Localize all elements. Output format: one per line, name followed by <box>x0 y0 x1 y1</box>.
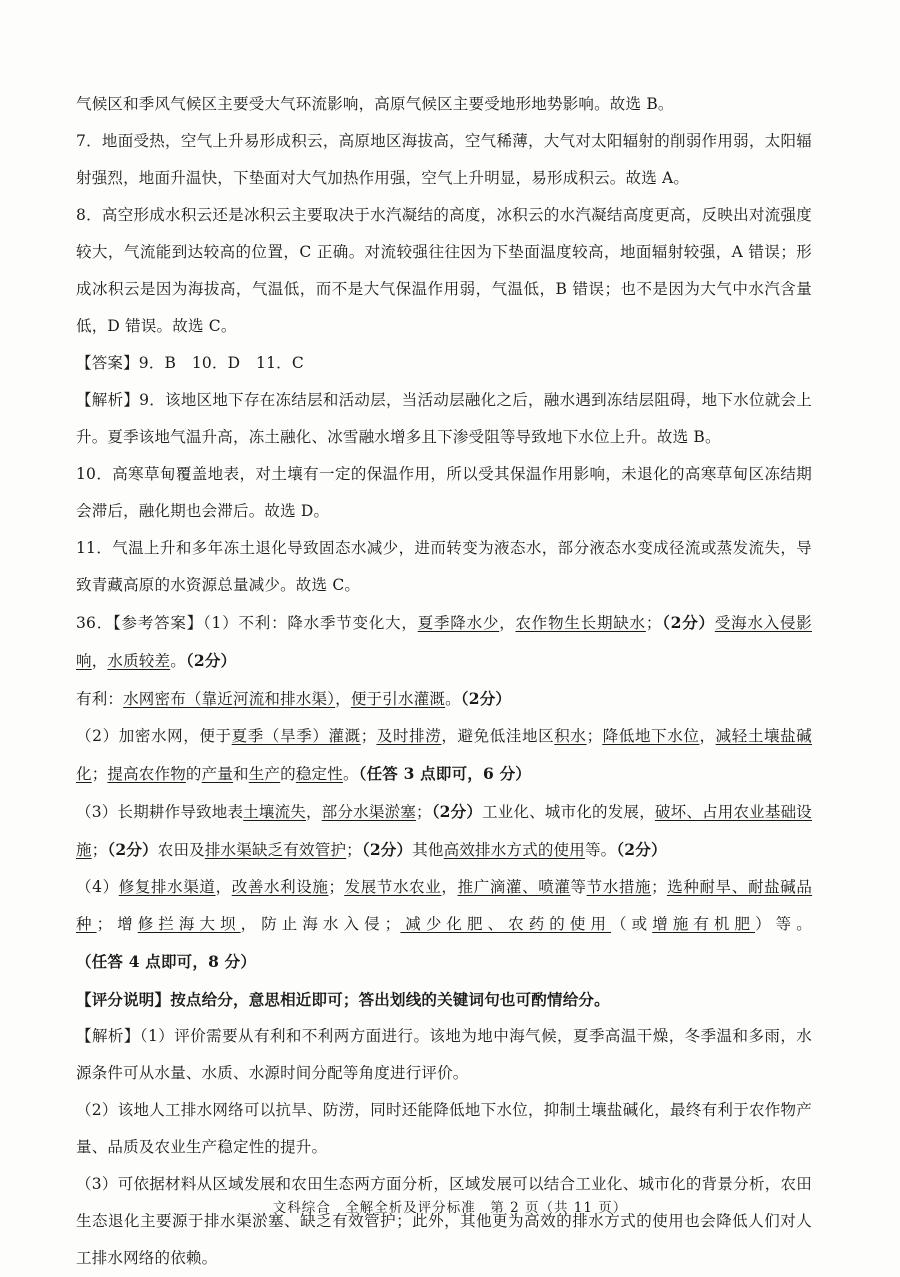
keyword: 选种耐旱、耐盐碱品种 <box>76 878 813 933</box>
keyword: 及时排涝 <box>376 727 442 745</box>
keyword: 减轻土壤盐碱化 <box>76 727 812 783</box>
paragraph-q7: 7．地面受热，空气上升易形成积云，高原地区海拔高，空气稀薄，大气对太阳辐射的削弱作用弱，太阳辐射强烈，地面升温快，下垫面对大气加热作用强，空气上升明显，易形成积云。故选 A。 <box>76 132 812 187</box>
analysis-q11: 11．气温上升和多年冻土退化导致固态水减少，进而转变为液态水，部分液态水变成径流或蒸发流失，导致青藏高原的水资源总量减少。故选 C。 <box>76 539 812 594</box>
answer-36-part3: （3）长期耕作导致地表土壤流失，部分水渠淤塞；（2分）工业化、城市化的发展，破坏、占用农业基础设施；（2分）农田及排水渠缺乏有效管护；（2分）其他高效排水方式的使用等。（2分） <box>76 802 812 859</box>
keyword: 便于引水灌溉 <box>350 690 446 708</box>
keyword: 推广滴灌、喷灌 <box>457 878 571 896</box>
analysis-36-part2: （2）该地人工排水网络可以抗旱、防涝，同时还能降低地下水位，抑制土壤盐碱化，最终有利于农作物产量、品质及农业生产稳定性的提升。 <box>76 1101 812 1156</box>
answer-9-11: 【答案】9．B 10．D 11．C <box>76 354 304 372</box>
keyword: 受海水入侵影响 <box>76 614 812 670</box>
keyword: 土壤流失 <box>243 803 307 821</box>
keyword: 节水措施 <box>586 878 652 896</box>
score: （2分） <box>361 840 413 859</box>
keyword: 水网密布（靠近河流和排水渠） <box>123 690 336 708</box>
keyword: 提高农作物 <box>107 765 186 783</box>
score: （2分） <box>460 689 512 708</box>
answer-36-part1-favorable: 有利：水网密布（靠近河流和排水渠），便于引水灌溉。（2分） <box>76 689 512 708</box>
keyword: 发展节水农业 <box>344 878 442 896</box>
score: （任答 4 点即可，8 分） <box>76 952 257 971</box>
grading-note: 【评分说明】按点给分，意思相近即可；答出划线的关键词句也可酌情给分。 <box>76 990 610 1009</box>
page-footer: 文科综合 全解全析及评分标准 第 2 页（共 11 页） <box>272 1200 628 1216</box>
keyword: 夏季降水少 <box>417 614 500 632</box>
paragraph-q6-tail: 气候区和季风气候区主要受大气环流影响，高原气候区主要受地形地势影响。故选 B。 <box>76 95 674 113</box>
score: （2分） <box>661 613 715 632</box>
keyword: 修复排水渠道 <box>118 878 216 896</box>
analysis-36-part3: （3）可依据材料从区域发展和农田生态两方面分析，区域发展可以结合工业化、城市化的背景分析，农田生态退化主要源于排水渠淤塞、缺乏有效管护；此外，其他更为高效的排水方式的使用也会降低人们对人工排水网络的依赖。 <box>76 1175 812 1267</box>
keyword: 生产 <box>248 765 281 783</box>
keyword: 减少化肥、农药的使用 <box>400 915 612 933</box>
score: （2分） <box>107 840 158 859</box>
keyword: 水质较差 <box>107 652 171 670</box>
keyword: 修拦海大坝 <box>137 915 241 933</box>
analysis-36-part1: 【解析】（1）评价需要从有利和不利两方面进行。该地为地中海气候，夏季高温干燥，冬季温和多雨，水源条件可从水量、水质、水源时间分配等角度进行评价。 <box>76 1027 812 1082</box>
keyword: 降低地下水位 <box>602 727 700 745</box>
score: （任答 3 点即可，6 分） <box>358 764 531 783</box>
answer-36-part1: 36．【参考答案】（1）不利：降水季节变化大，夏季降水少，农作物生长期缺水；（2分）受海水入侵影响，水质较差。（2分） <box>76 613 812 670</box>
analysis-q9: 【解析】9．该地区地下存在冻结层和活动层，当活动层融化之后，融水遇到冻结层阻碍，地下水位就会上升。夏季该地气温升高，冻土融化、冰雪融水增多且下渗受阻等导致地下水位上升。故选 B。 <box>76 391 812 446</box>
keyword: 破坏、占用农业基础设施 <box>76 803 812 859</box>
keyword: 排水渠缺乏有效管护 <box>204 841 347 859</box>
keyword: 农作物生长期缺水 <box>515 614 646 632</box>
keyword: 稳定性 <box>295 765 343 783</box>
answer-36-part4: （4）修复排水渠道，改善水利设施；发展节水农业，推广滴灌、喷灌等节水措施；选种耐旱、耐盐碱品种；增修拦海大坝，防止海水入侵；减少化肥、农药的使用（或增施有机肥）等。（任答 4 点即可，8 分） <box>76 878 813 971</box>
answer-36-part2: （2）加密水网，便于夏季（旱季）灌溉；及时排涝，避免低洼地区积水；降低地下水位，减轻土壤盐碱化；提高农作物的产量和生产的稳定性。（任答 3 点即可，6 分） <box>76 727 812 783</box>
analysis-q10: 10．高寒草甸覆盖地表，对土壤有一定的保温作用，所以受其保温作用影响，未退化的高寒草甸区冻结期会滞后，融化期也会滞后。故选 D。 <box>76 465 812 520</box>
keyword: 夏季（旱季）灌溉 <box>231 727 361 745</box>
score: （2分） <box>431 802 483 821</box>
keyword: 增施有机肥 <box>652 915 756 933</box>
keyword: 部分水渠淤塞 <box>321 803 416 821</box>
keyword: 高效排水方式的使用 <box>443 841 585 859</box>
score: （2分） <box>616 840 667 859</box>
score: （2分） <box>185 651 237 670</box>
keyword: 积水 <box>554 727 587 745</box>
keyword: 产量 <box>201 765 234 783</box>
keyword: 改善水利设施 <box>231 878 329 896</box>
paragraph-q8: 8．高空形成水积云还是冰积云主要取决于水汽凝结的高度，冰积云的水汽凝结高度更高，反映出对流强度较大，气流能到达较高的位置，C 正确。对流较强往往因为下垫面温度较高，地面辐射较强，A 错误；形成冰积云是因为海拔高，气温低，而不是大气保温作用弱，气温低，B 错误；也不是因为大气中水汽含量低，D 错误。故选 C。 <box>76 206 812 335</box>
